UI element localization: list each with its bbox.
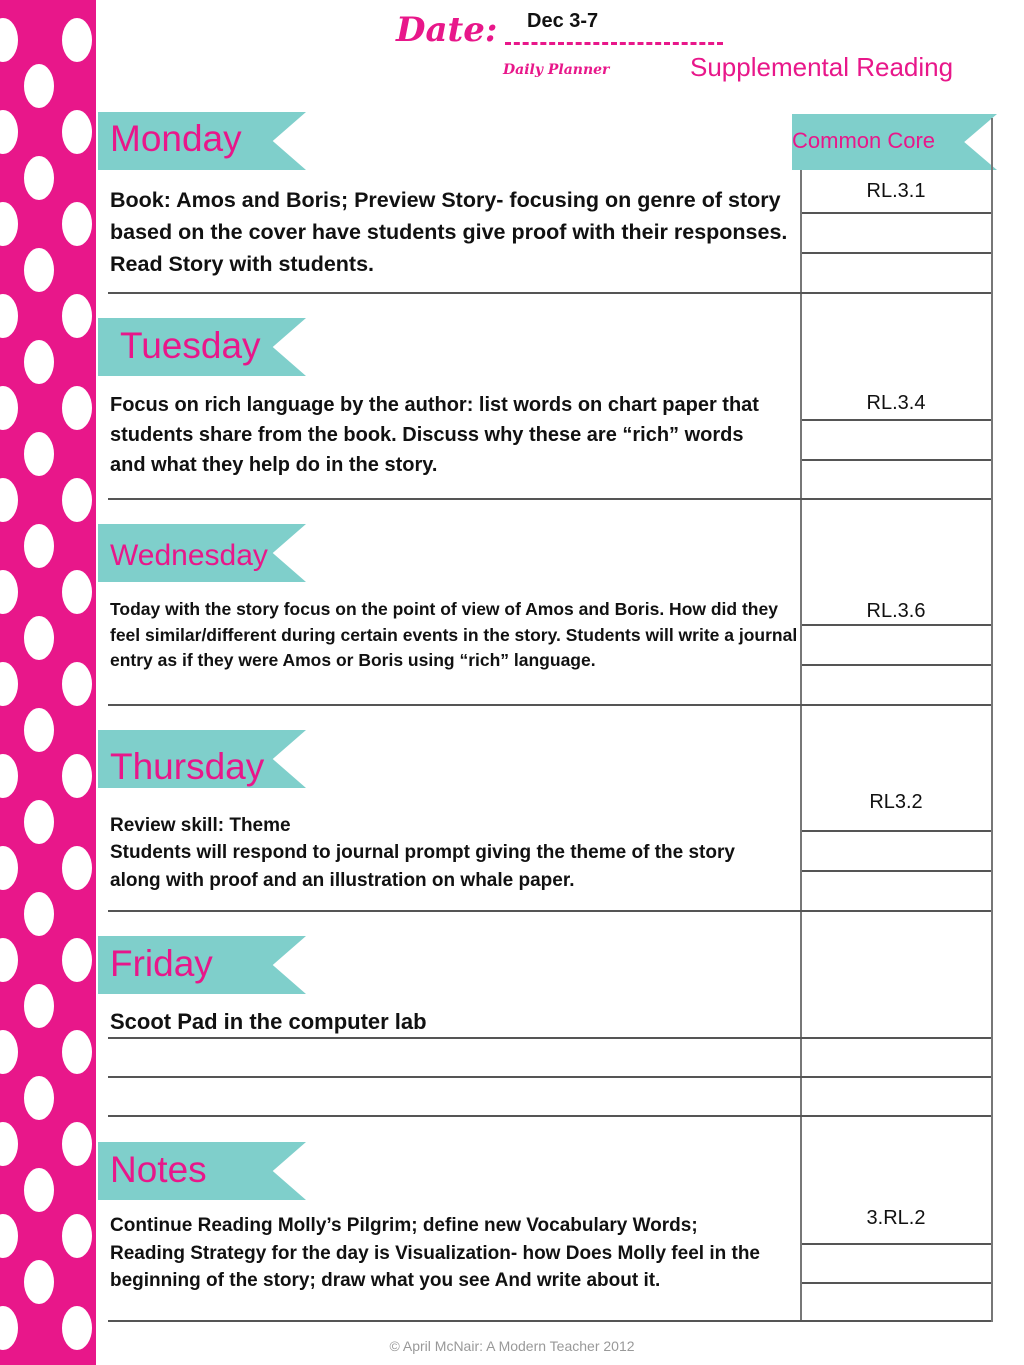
polka-dot-stripe [0, 0, 96, 1365]
row-line [108, 1076, 991, 1078]
notes-standard: 3.RL.2 [866, 1207, 926, 1229]
thursday-lesson-heading: Review skill: Theme [110, 815, 291, 836]
subject-title: Supplemental Reading [690, 52, 954, 82]
row-line [802, 870, 991, 872]
wednesday-standard: RL.3.6 [866, 600, 926, 622]
row-line [802, 459, 991, 461]
date-underline [505, 42, 723, 45]
row-line [802, 1282, 991, 1284]
thursday-lesson: Students will respond to journal prompt giving the theme of the story along with proof and an illustration on whale paper. [110, 842, 735, 891]
date-label: Date: [396, 10, 498, 50]
friday-lesson: Scoot Pad in the computer lab [110, 1009, 427, 1034]
row-line [108, 1037, 991, 1039]
row-line [802, 212, 991, 214]
tuesday-lesson: Focus on rich language by the author: list words on chart paper that students share from the book. Discuss why these are “rich” words and what they help do in the story. [110, 394, 759, 476]
monday-title: Monday [110, 118, 242, 159]
planner-label: Daily Planner [503, 62, 610, 78]
notes-title: Notes [110, 1149, 207, 1190]
tuesday-standard: RL.3.4 [866, 392, 926, 414]
right-border [991, 118, 993, 1322]
row-line [108, 910, 991, 912]
monday-lesson: Book: Amos and Boris; Preview Story- focusing on genre of story based on the cover have students give proof with their responses. Read Story with students. [110, 188, 788, 276]
copyright-footer: © April McNair: A Modern Teacher 2012 [389, 1338, 635, 1354]
date-value: Dec 3-7 [527, 10, 599, 32]
friday-title: Friday [110, 943, 213, 984]
row-line [108, 704, 991, 706]
row-line [802, 419, 991, 421]
thursday-title: Thursday [110, 746, 265, 787]
row-line [802, 624, 991, 626]
row-line [108, 1320, 991, 1322]
notes-lesson: Continue Reading Molly’s Pilgrim; define new Vocabulary Words; Reading Strategy for the day is Visualization- how Does Molly feel in the beginning of the story; draw what you see And write about it. [110, 1215, 760, 1291]
monday-standard: RL.3.1 [866, 180, 926, 202]
tuesday-title: Tuesday [120, 325, 261, 366]
common-core-label: Common Core [792, 128, 936, 153]
row-line [108, 1115, 991, 1117]
wednesday-lesson: Today with the story focus on the point of view of Amos and Boris. How did they feel similar/different during certain events in the story. Students will write a journal entry as if they were Amos or Boris using “rich” language. [110, 599, 798, 670]
row-line [802, 664, 991, 666]
row-line [108, 292, 991, 294]
row-line [802, 1243, 991, 1245]
thursday-standard: RL3.2 [869, 791, 923, 813]
standards-column-divider [800, 170, 802, 1322]
row-line [108, 498, 991, 500]
row-line [802, 252, 991, 254]
row-line [802, 830, 991, 832]
wednesday-title: Wednesday [110, 539, 268, 572]
